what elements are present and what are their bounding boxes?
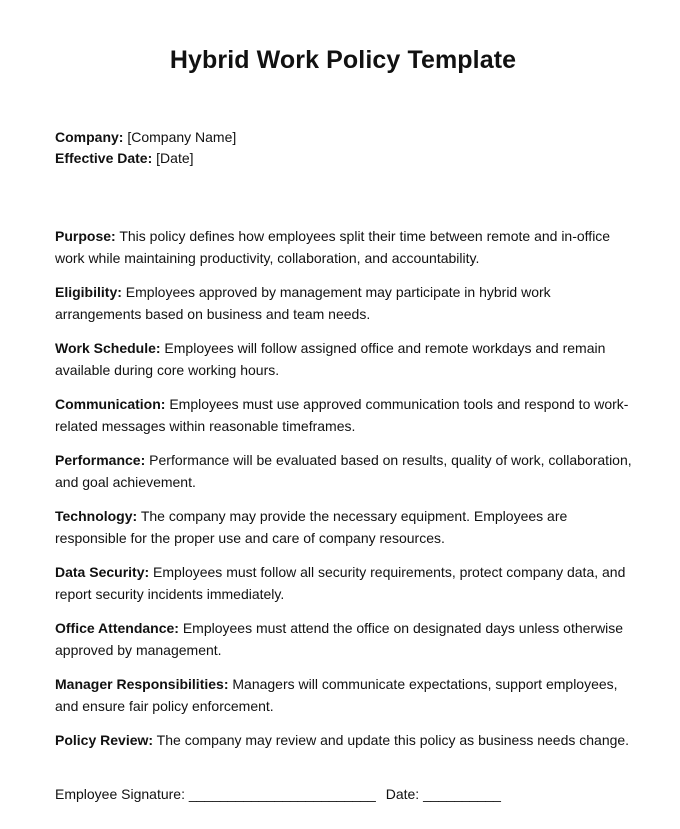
section-label: Purpose: — [55, 228, 116, 244]
document-title: Hybrid Work Policy Template — [169, 46, 517, 74]
section-work-schedule — [55, 338, 637, 381]
effective-date-row — [55, 148, 635, 169]
signature-line — [55, 784, 615, 805]
signature-date-field[interactable]: __________ — [423, 786, 501, 802]
section-label: Manager Responsibilities: — [55, 676, 229, 692]
effective-date-value: [Date] — [152, 150, 194, 166]
section-manager-responsibilities — [55, 674, 637, 717]
section-text: Employees must follow all security requirements, protect company data, and report security incidents immediately. — [55, 564, 626, 602]
effective-date-label: Effective Date: — [55, 150, 153, 166]
section-text: Employees approved by management may participate in hybrid work arrangements based on business and team needs. — [55, 284, 551, 322]
document-meta — [55, 127, 635, 169]
section-office-attendance — [55, 618, 637, 661]
section-label: Data Security: — [55, 564, 150, 580]
section-technology — [55, 506, 637, 549]
section-text: This policy defines how employees split their time between remote and in-office work while maintaining productivity, collaboration, and accountability. — [55, 228, 611, 266]
section-label: Performance: — [55, 452, 146, 468]
section-label: Communication: — [55, 396, 166, 412]
section-policy-review — [55, 730, 637, 752]
company-row — [55, 127, 635, 148]
section-text: Employees must attend the office on designated days unless otherwise approved by management. — [55, 620, 624, 658]
section-performance — [55, 450, 637, 493]
section-data-security — [55, 562, 637, 605]
section-label: Office Attendance: — [55, 620, 179, 636]
section-text: Employees must use approved communication tools and respond to work-related messages within reasonable timeframes. — [55, 396, 629, 434]
section-label: Eligibility: — [55, 284, 122, 300]
section-text: The company may provide the necessary equipment. Employees are responsible for the proper use and care of company resources. — [55, 508, 568, 546]
signature-date-label: Date: — [385, 786, 424, 802]
employee-signature-label: Employee Signature: — [55, 786, 189, 802]
section-text: Managers will communicate expectations, support employees, and ensure fair policy enforcement. — [55, 676, 618, 714]
section-label: Work Schedule: — [55, 340, 161, 356]
section-text: Performance will be evaluated based on results, quality of work, collaboration, and goal achievement. — [55, 452, 632, 490]
section-eligibility — [55, 282, 637, 325]
company-label: Company: — [55, 129, 124, 145]
section-text: Employees will follow assigned office and remote workdays and remain available during core working hours. — [55, 340, 606, 378]
section-label: Policy Review: — [55, 732, 154, 748]
policy-sections — [55, 226, 637, 765]
section-text: The company may review and update this policy as business needs change. — [153, 732, 630, 748]
company-value: [Company Name] — [123, 129, 237, 145]
employee-signature-field[interactable]: ________________________ — [188, 786, 376, 802]
section-communication — [55, 394, 637, 437]
section-label: Technology: — [55, 508, 138, 524]
section-purpose — [55, 226, 637, 269]
